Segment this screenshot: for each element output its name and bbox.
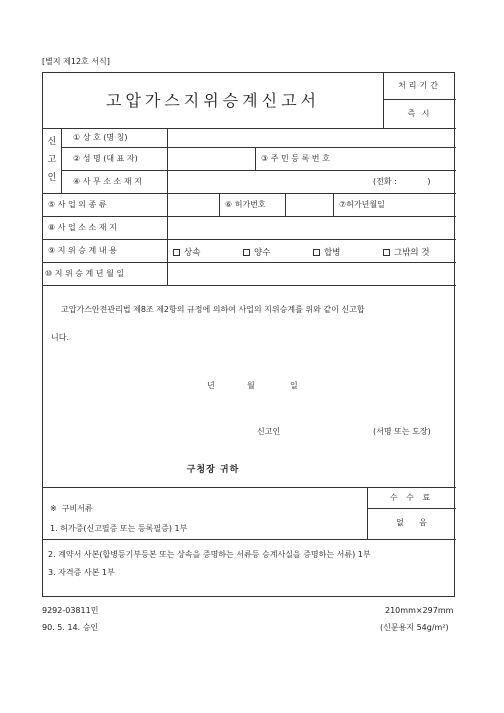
option-transfer[interactable]: 양수: [243, 246, 270, 258]
fee-label: 수 수 료: [389, 493, 434, 502]
resident-number-label: ③ 주 민 등 록 번 호: [261, 154, 330, 163]
option-merger[interactable]: 합병: [313, 246, 340, 258]
permit-number-field[interactable]: [286, 194, 332, 215]
checkbox-icon: [173, 249, 180, 256]
permit-date-label: ⑦허가년월일: [339, 200, 385, 209]
signature-label[interactable]: (서명 또는 도장): [373, 427, 431, 436]
document-item-1: 1. 허가증(신고필증 또는 등록필증) 1부: [50, 524, 188, 533]
date-year: 년: [207, 381, 215, 390]
checkbox-icon: [313, 249, 320, 256]
business-type-label: ⑤ 사 업 의 종 류: [48, 200, 107, 209]
documents-heading: ※ 구비서류: [50, 504, 93, 513]
succession-date-field[interactable]: [168, 263, 455, 284]
date-month: 월: [247, 381, 255, 390]
addressee: 구청장 귀하: [186, 465, 240, 475]
applicant-label-3: 인: [47, 173, 57, 183]
applicant-label-2: 고: [47, 155, 57, 165]
declarant-label: 신고인: [257, 427, 281, 436]
date-day: 일: [290, 381, 298, 390]
report-form: [42, 72, 455, 597]
footer-size: 210mm×297mm: [385, 606, 454, 615]
business-type-field[interactable]: [168, 194, 218, 215]
succession-content-label: ⑨ 지 위 승 계 내 용: [48, 246, 117, 255]
business-location-field[interactable]: [168, 217, 455, 238]
document-item-2: 2. 계약서 사본(합병등기부등본 또는 상속을 증명하는 서류등 승계사실을 증명하는 서류) 1부: [48, 550, 371, 559]
processing-period-value: 즉 시: [407, 109, 432, 118]
form-title: 고압가스지위승계신고서: [105, 91, 321, 110]
business-location-label: ⑧ 사 업 소 소 재 지: [48, 223, 117, 232]
option-inheritance[interactable]: 상속: [173, 246, 200, 258]
representative-name-label: ② 성 명 (대 표 자): [73, 154, 138, 163]
trade-name-field[interactable]: [168, 129, 455, 146]
permit-date-field[interactable]: [391, 194, 455, 215]
processing-period-label: 처리기간: [398, 81, 441, 90]
document-item-3: 3. 자격증 사본 1부: [48, 568, 115, 577]
fee-value: 없 음: [396, 518, 427, 527]
applicant-label-1: 신: [47, 137, 57, 147]
checkbox-icon: [383, 249, 390, 256]
form-number: [별지 제12호 서식]: [42, 57, 110, 66]
succession-date-label: ⑩ 지 위 승 계 년 월 일: [45, 269, 125, 278]
phone-label: (전화 : ): [373, 177, 431, 186]
option-other[interactable]: 그밖의 것: [383, 246, 430, 258]
statement-text-cont: 니다.: [51, 333, 69, 342]
trade-name-label: ① 상 호 (명 칭): [73, 133, 128, 142]
footer-code: 9292-03811민: [42, 606, 99, 615]
resident-number-field[interactable]: [363, 148, 455, 169]
permit-number-label: ⑥ 허가번호: [225, 200, 266, 209]
footer-paper: (신문용지 54g/m²): [380, 623, 449, 632]
representative-name-field[interactable]: [168, 148, 254, 169]
office-address-label: ④ 사 무 소 소 재 지: [73, 177, 142, 186]
statement-text: 고압가스안전관리법 제8조 제2항의 규정에 의하여 사업의 지위승계를 위와 같이 신고합: [61, 305, 365, 314]
footer-approval: 90. 5. 14. 승인: [42, 623, 99, 632]
checkbox-icon: [243, 249, 250, 256]
